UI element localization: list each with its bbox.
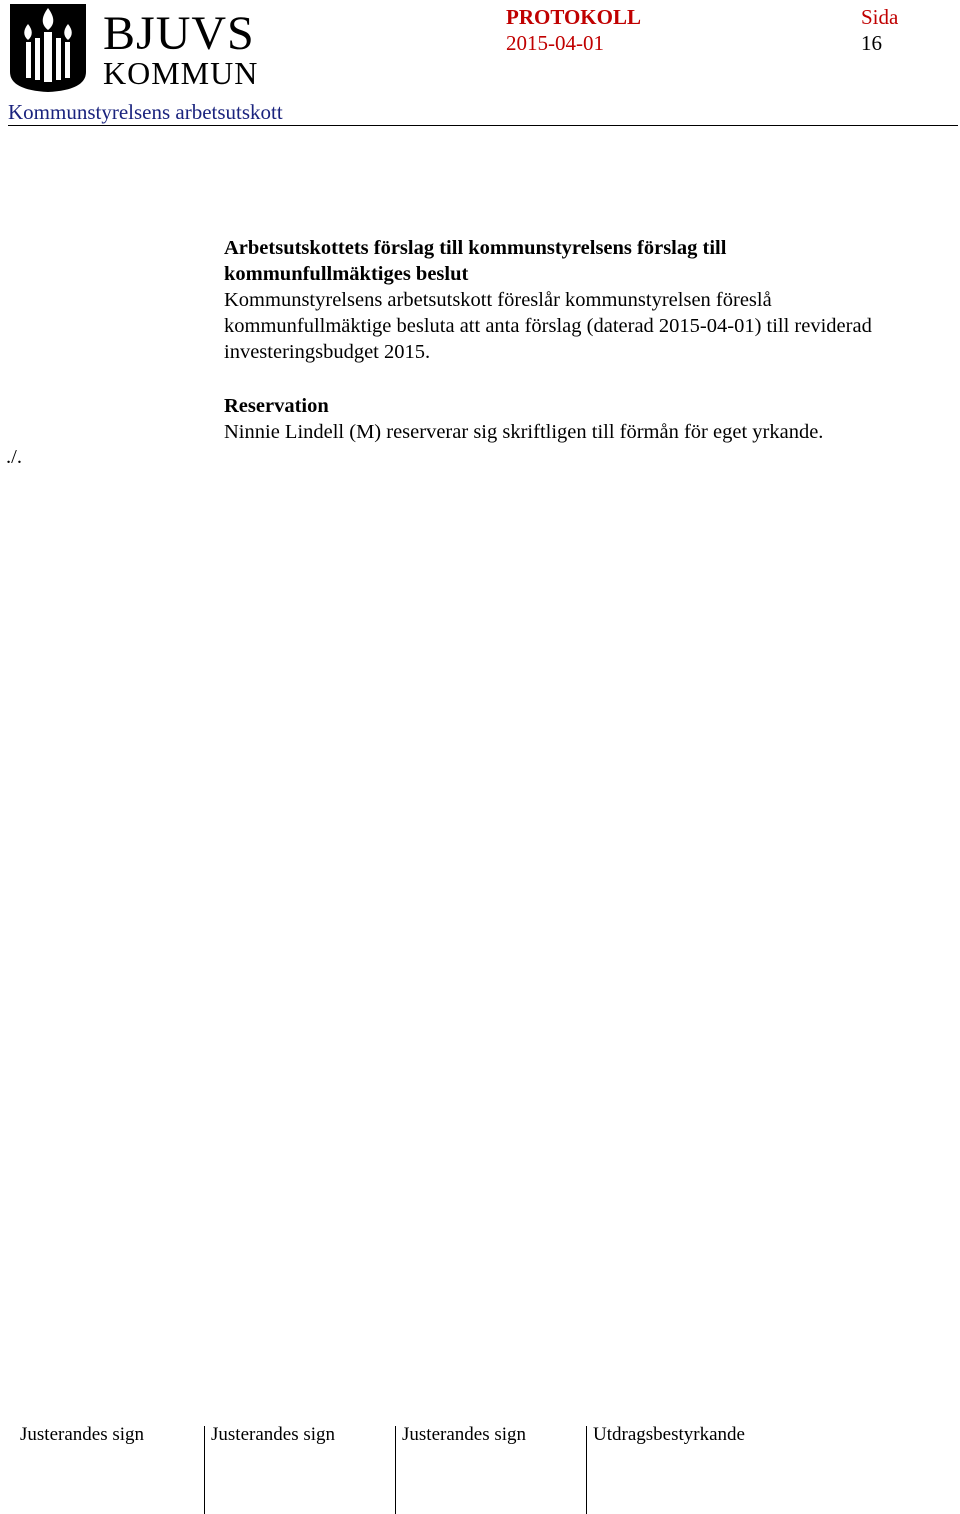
margin-marker: ./. bbox=[6, 446, 22, 468]
footer-divider bbox=[204, 1426, 205, 1514]
proposal-text-line-1: Kommunstyrelsens arbetsutskott föreslår kommunstyrelsen föreslå bbox=[224, 289, 772, 311]
document-date: 2015-04-01 bbox=[506, 31, 604, 55]
proposal-text-line-2: kommunfullmäktige besluta att anta förslag (daterad 2015-04-01) till reviderad bbox=[224, 315, 872, 337]
certification-field: Utdragsbestyrkande bbox=[593, 1424, 745, 1445]
reservation-text: Ninnie Lindell (M) reserverar sig skriftligen till förmån för eget yrkande. bbox=[224, 421, 824, 443]
page-label: Sida bbox=[861, 5, 899, 29]
torch-emblem-icon bbox=[8, 2, 88, 92]
document-type: PROTOKOLL bbox=[506, 5, 641, 29]
reservation-heading: Reservation bbox=[224, 395, 329, 417]
proposal-heading-line-2: kommunfullmäktiges beslut bbox=[224, 263, 469, 285]
reservation-section bbox=[224, 393, 954, 445]
signature-field-2: Justerandes sign bbox=[211, 1424, 336, 1445]
proposal-text-line-3: investeringsbudget 2015. bbox=[224, 341, 431, 363]
proposal-section bbox=[224, 235, 954, 365]
logo-name: BJUVS bbox=[103, 7, 255, 60]
header-divider bbox=[8, 125, 958, 126]
logo-subtitle: KOMMUN bbox=[103, 55, 259, 91]
proposal-heading-line-1: Arbetsutskottets förslag till kommunstyrelsens förslag till bbox=[224, 237, 727, 259]
page-number: 16 bbox=[861, 31, 882, 55]
signature-field-3: Justerandes sign bbox=[402, 1424, 527, 1445]
committee-name: Kommunstyrelsens arbetsutskott bbox=[8, 100, 283, 124]
municipality-logo bbox=[8, 2, 258, 94]
footer-divider bbox=[586, 1426, 587, 1514]
signature-footer bbox=[0, 1424, 960, 1514]
signature-field-1: Justerandes sign bbox=[20, 1424, 145, 1445]
footer-divider bbox=[395, 1426, 396, 1514]
